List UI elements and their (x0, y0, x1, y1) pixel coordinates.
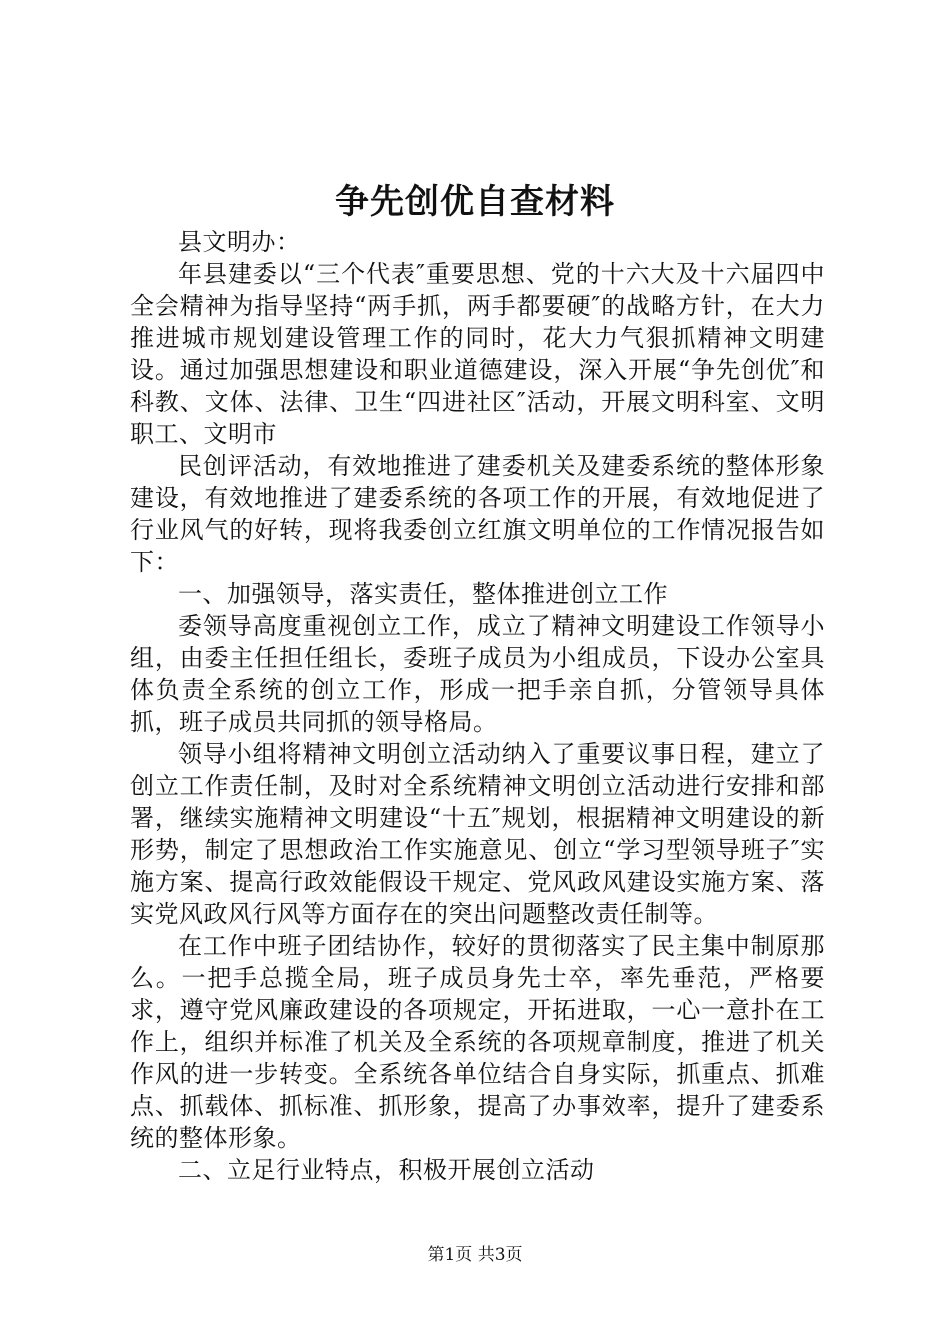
paragraph-leadership: 委领导高度重视创立工作，成立了精神文明建设工作领导小组，由委主任担任组长，委班子成员为小组成员，下设办公室具体负责全系统的创立工作，形成一把手亲自抓，分管领导具体抓，班子成员共同抓的领导格局。 (130, 612, 825, 736)
document-body (130, 226, 825, 1186)
document-title: 争先创优自查材料 (335, 182, 615, 222)
section-heading-1: 一、加强领导，落实责任，整体推进创立工作 (178, 580, 668, 608)
paragraph-responsibility: 领导小组将精神文明创立活动纳入了重要议事日程，建立了创立工作责任制，及时对全系统精神文明创立活动进行安排和部署，继续实施精神文明建设“十五″规划，根据精神文明建设的新形势，制定了思想政治工作实施意见、创立“学习型领导班子″实施方案、提高行政效能假设干规定、党风政风建设实施方案、落实党风政风行风等方面存在的突出问题整改责任制等。 (130, 740, 825, 928)
paragraph-intro: 年县建委以“三个代表″重要思想、党的十六大及十六届四中全会精神为指导坚持“两手抓，两手都要硬″的战略方针，在大力推进城市规划建设管理工作的同时，花大力气狠抓精神文明建设。通过加强思想建设和职业道德建设，深入开展“争先创优″和科教、文体、法律、卫生“四进社区″活动，开展文明科室、文明职工、文明市 (130, 260, 825, 448)
page-number-footer: 第1页 共3页 (427, 1245, 523, 1265)
paragraph-intro-continued: 民创评活动，有效地推进了建委机关及建委系统的整体形象建设，有效地推进了建委系统的各项工作的开展，有效地促进了行业风气的好转，现将我委创立红旗文明单位的工作情况报告如下： (130, 452, 825, 576)
paragraph-teamwork: 在工作中班子团结协作，较好的贯彻落实了民主集中制原那么。一把手总揽全局，班子成员身先士卒，率先垂范，严格要求，遵守党风廉政建设的各项规定，开拓进取，一心一意扑在工作上，组织并标准了机关及全系统的各项规章制度，推进了机关作风的进一步转变。全系统各单位结合自身实际，抓重点、抓难点、抓载体、抓标准、抓形象，提高了办事效率，提升了建委系统的整体形象。 (130, 932, 825, 1152)
section-heading-2: 二、立足行业特点，积极开展创立活动 (178, 1156, 595, 1184)
salutation: 县文明办： (178, 228, 301, 256)
